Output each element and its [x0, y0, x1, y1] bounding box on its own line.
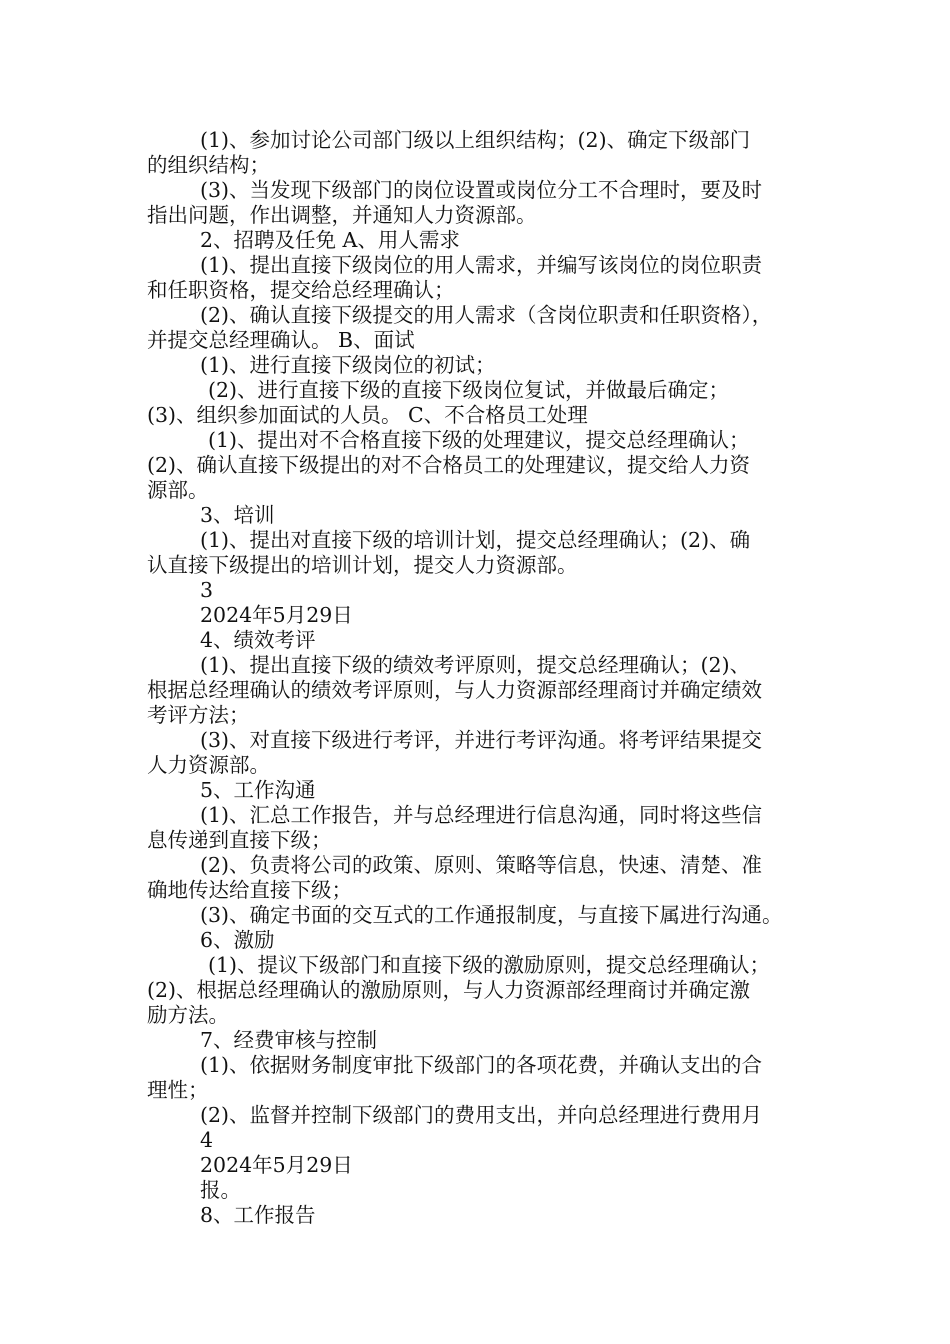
text-line: 和任职资格，提交给总经理确认； — [147, 278, 455, 302]
text-line: (3)、组织参加面试的人员。 C、不合格员工处理 — [147, 403, 588, 427]
text-line: (2)、确认直接下级提交的用人需求（含岗位职责和任职资格）， — [200, 303, 773, 327]
page-number: 4 — [200, 1128, 214, 1152]
text-line: 6、激励 — [200, 928, 275, 952]
text-line: 人力资源部。 — [147, 753, 270, 777]
text-line: (2)、负责将公司的政策、原则、策略等信息，快速、清楚、准 — [200, 853, 763, 877]
text-line: (3)、确定书面的交互式的工作通报制度，与直接下属进行沟通。 — [200, 903, 783, 927]
page-number: 3 — [200, 578, 214, 602]
text-line: 指出问题，作出调整，并通知人力资源部。 — [147, 203, 537, 227]
text-line: 4、绩效考评 — [200, 628, 316, 652]
page-date: 2024年5月29日 — [200, 1153, 353, 1177]
text-line: (2)、根据总经理确认的激励原则，与人力资源部经理商讨并确定激 — [147, 978, 751, 1002]
text-line: 2、招聘及任免 A、用人需求 — [200, 228, 460, 252]
text-line: 8、工作报告 — [200, 1203, 316, 1227]
text-line: (1)、汇总工作报告，并与总经理进行信息沟通，同时将这些信 — [200, 803, 763, 827]
text-line: 认直接下级提出的培训计划，提交人力资源部。 — [147, 553, 578, 577]
text-line: (2)、确认直接下级提出的对不合格员工的处理建议，提交给人力资 — [147, 453, 751, 477]
text-line: (1)、参加讨论公司部门级以上组织结构；(2)、确定下级部门 — [200, 128, 751, 152]
text-line: (1)、进行直接下级岗位的初试； — [200, 353, 496, 377]
text-line: (1)、依据财务制度审批下级部门的各项花费，并确认支出的合 — [200, 1053, 763, 1077]
text-line: (1)、提议下级部门和直接下级的激励原则，提交总经理确认； — [208, 953, 771, 977]
text-line: 励方法。 — [147, 1003, 229, 1027]
text-line: 3、培训 — [200, 503, 275, 527]
text-line: (1)、提出直接下级的绩效考评原则，提交总经理确认；(2)、 — [200, 653, 751, 677]
page-date: 2024年5月29日 — [200, 603, 353, 627]
text-line: (3)、对直接下级进行考评，并进行考评沟通。将考评结果提交 — [200, 728, 763, 752]
text-line: (3)、当发现下级部门的岗位设置或岗位分工不合理时，要及时 — [200, 178, 763, 202]
text-line: 考评方法； — [147, 703, 250, 727]
text-line: 确地传达给直接下级； — [147, 878, 352, 902]
text-line: 源部。 — [147, 478, 209, 502]
text-line: 根据总经理确认的绩效考评原则，与人力资源部经理商讨并确定绩效 — [147, 678, 762, 702]
text-line: 理性； — [147, 1078, 209, 1102]
text-line: 并提交总经理确认。 B、面试 — [147, 328, 415, 352]
text-line: 报。 — [200, 1178, 241, 1202]
text-line: 7、经费审核与控制 — [200, 1028, 378, 1052]
text-line: 息传递到直接下级； — [147, 828, 332, 852]
text-line: (1)、提出对不合格直接下级的处理建议，提交总经理确认； — [208, 428, 750, 452]
text-line: (2)、进行直接下级的直接下级岗位复试，并做最后确定； — [208, 378, 730, 402]
text-line: 的组织结构； — [147, 153, 270, 177]
text-line: (2)、监督并控制下级部门的费用支出，并向总经理进行费用月 — [200, 1103, 763, 1127]
text-line: (1)、提出直接下级岗位的用人需求，并编写该岗位的岗位职责 — [200, 253, 763, 277]
text-line: (1)、提出对直接下级的培训计划，提交总经理确认；(2)、确 — [200, 528, 751, 552]
text-line: 5、工作沟通 — [200, 778, 316, 802]
